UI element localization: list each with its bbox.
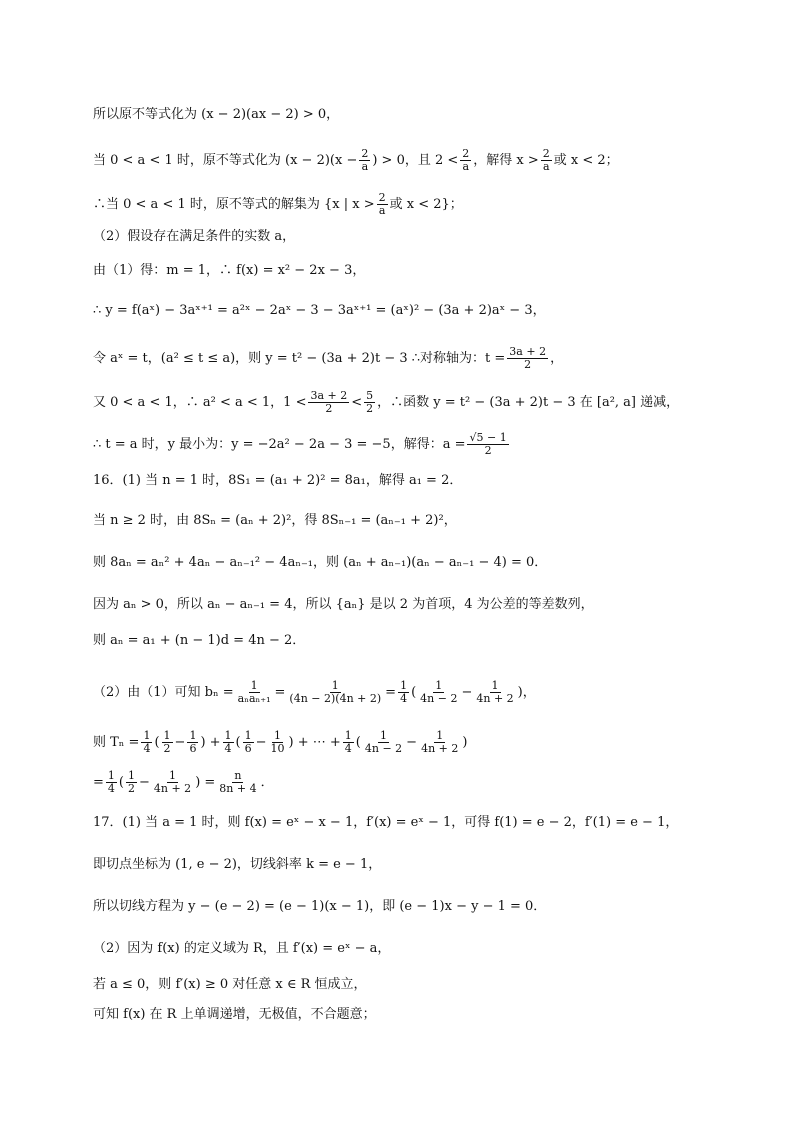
line-15-part-e: −: [461, 684, 473, 700]
line-10-text: 16．(1) 当 n = 1 时，8S₁ = (a₁ + 2)² = 8a₁，解得 a₁ = 2．: [93, 473, 463, 488]
fraction-tn-result: $\frac{n}{8n + 4}$: [219, 769, 257, 795]
line-13-text: 因为 aₙ > 0，所以 aₙ − aₙ₋₁ = 4，所以 {aₙ} 是以 2 为首项，4 为公差的等差数列，: [93, 597, 594, 612]
text-line-17: [93, 770, 753, 795]
fraction-4n-minus-2: $\frac{1}{4n - 2}$: [420, 679, 458, 705]
text-line-6: [93, 302, 753, 320]
line-15-part-a: （2）由（1）可知 bₙ =: [93, 684, 234, 700]
line-16-paren: (: [355, 734, 361, 750]
line-18-text: 17．(1) 当 a = 1 时，则 f(x) = eˣ − x − 1，f′(x) = eˣ − 1，可得 f(1) = e − 2，f′(1) = e − 1，: [93, 815, 679, 830]
line-15-part-b: =: [274, 684, 286, 700]
text-line-21: [93, 940, 753, 958]
line-16-part-a: 则 Tₙ =: [93, 734, 140, 750]
line-16-paren: (: [235, 734, 241, 750]
line-22-text: 若 a ≤ 0，则 f′(x) ≥ 0 对任意 x ∈ R 恒成立，: [93, 977, 367, 992]
line-9-part-a: ∴ t = a 时，y 最小为：y = −2a² − 2a − 3 = −5，解得：a =: [93, 436, 466, 452]
fraction-4n-plus-2: $\frac{1}{4n + 2}$: [153, 769, 192, 795]
fraction-half: $\frac{1}{2}$: [127, 769, 135, 795]
line-17-period: ．: [260, 774, 274, 790]
fraction-sixth: $\frac{1}{6}$: [244, 729, 252, 755]
fraction-five-half: $\frac{5}{2}$: [366, 389, 374, 415]
fraction-answer-a: $\frac{√5 - 1}{2}$: [469, 431, 507, 457]
fraction-symmetry-axis: $\frac{3a + 2}{2}$: [509, 345, 547, 371]
fraction-sixth: $\frac{1}{6}$: [189, 729, 197, 755]
line-2-part-c: ，解得 x >: [473, 152, 539, 168]
line-7-part-a: 令 aˣ = t，(a² ≤ t ≤ a)，则 y = t² − (3a + 2)t − 3 ∴对称轴为：t =: [93, 350, 506, 366]
text-line-9: [93, 432, 753, 457]
line-8-part-a: 又 0 < a < 1，∴ a² < a < 1，1 <: [93, 394, 307, 410]
line-19-text: 即切点坐标为 (1, e − 2)，切线斜率 k = e − 1，: [93, 857, 382, 872]
text-line-11: [93, 512, 753, 530]
text-line-12: [93, 554, 753, 572]
line-17-close-equals: ) =: [195, 774, 216, 790]
text-line-20: [93, 898, 753, 916]
line-6-text: ∴ y = f(aˣ) − 3aˣ⁺¹ = a²ˣ − 2aˣ − 3 − 3aˣ⁺¹ = (aˣ)² − (3a + 2)aˣ − 3，: [93, 303, 546, 318]
fraction-symmetry-axis: $\frac{3a + 2}{2}$: [310, 389, 348, 415]
text-line-22: [93, 976, 753, 994]
line-2-part-a: 当 0 < a < 1 时，原不等式化为 (x − 2)(x −: [93, 152, 358, 168]
line-17-equals: =: [93, 774, 104, 790]
line-16-ellipsis: ) + ⋯ +: [288, 734, 341, 750]
fraction-quarter: $\frac{1}{4}$: [143, 729, 151, 755]
line-3-part-b: 或 x < 2}；: [389, 196, 463, 212]
text-line-2: [93, 148, 753, 173]
text-line-8: [93, 390, 753, 415]
line-7-part-b: ，: [550, 350, 564, 366]
fraction-tenth: $\frac{1}{10}$: [270, 729, 285, 755]
line-16-minus: −: [174, 734, 186, 750]
fraction-quarter: $\frac{1}{4}$: [344, 729, 352, 755]
text-line-23: [93, 1006, 753, 1024]
text-line-4: [93, 228, 753, 246]
text-line-7: [93, 346, 753, 371]
text-line-3: [93, 192, 753, 217]
text-line-10: [93, 472, 753, 490]
fraction-4n-plus-2: $\frac{1}{4n + 2}$: [421, 729, 459, 755]
fraction-two-over-a: $\frac{2}{a}$: [462, 147, 470, 173]
line-23-text: 可知 f(x) 在 R 上单调递增，无极值，不合题意；: [93, 1007, 376, 1022]
fraction-4n-plus-2: $\frac{1}{4n + 2}$: [476, 679, 514, 705]
line-5-text: 由（1）得：m = 1，∴ f(x) = x² − 2x − 3，: [93, 263, 366, 278]
line-16-close-plus: ) +: [200, 734, 221, 750]
line-16-close: ): [462, 734, 468, 750]
line-15-part-c: =: [385, 684, 397, 700]
fraction-bn: $\frac{1}{\text{aₙaₙ₊₁}}$: [237, 679, 271, 705]
line-12-text: 则 8aₙ = aₙ² + 4aₙ − aₙ₋₁² − 4aₙ₋₁，则 (aₙ + aₙ₋₁)(aₙ − aₙ₋₁ − 4) = 0．: [93, 555, 548, 570]
fraction-two-over-a: $\frac{2}{a}$: [378, 191, 386, 217]
line-16-paren: (: [154, 734, 160, 750]
line-16-minus: −: [255, 734, 267, 750]
line-2-part-d: 或 x < 2；: [553, 152, 619, 168]
fraction-two-over-a: $\frac{2}{a}$: [542, 147, 550, 173]
text-line-15: [93, 680, 753, 705]
line-17-minus: −: [138, 774, 150, 790]
text-line-18: [93, 814, 753, 832]
text-line-13: [93, 596, 753, 614]
fraction-quarter: $\frac{1}{4}$: [107, 769, 115, 795]
fraction-4n-minus-2: $\frac{1}{4n - 2}$: [364, 729, 403, 755]
line-20-text: 所以切线方程为 y − (e − 2) = (e − 1)(x − 1)，即 (e − 1)x − y − 1 = 0．: [93, 899, 547, 914]
line-15-part-d: (: [411, 684, 417, 700]
text-line-1: [93, 106, 753, 124]
line-2-part-b: ) > 0，且 2 <: [372, 152, 459, 168]
text-line-5: [93, 262, 753, 280]
fraction-half: $\frac{1}{2}$: [163, 729, 171, 755]
fraction-quarter: $\frac{1}{4}$: [400, 679, 408, 705]
line-16-minus: −: [406, 734, 418, 750]
line-3-part-a: ∴当 0 < a < 1 时，原不等式的解集为 {x | x >: [93, 196, 375, 212]
text-line-19: [93, 856, 753, 874]
line-14-text: 则 aₙ = a₁ + (n − 1)d = 4n − 2．: [93, 633, 306, 648]
line-8-part-b: <: [351, 394, 363, 410]
line-21-text: （2）因为 f(x) 的定义域为 R，且 f′(x) = eˣ − a，: [93, 941, 391, 956]
line-11-text: 当 n ≥ 2 时，由 8Sₙ = (aₙ + 2)²，得 8Sₙ₋₁ = (aₙ₋₁ + 2)²，: [93, 513, 457, 528]
line-4-text: （2）假设存在满足条件的实数 a，: [93, 229, 296, 244]
fraction-bn-expanded: $\frac{1}{(4n - 2)(4n + 2)}$: [289, 679, 382, 705]
line-15-part-f: )，: [517, 684, 536, 700]
fraction-two-over-a: $\frac{2}{a}$: [361, 147, 369, 173]
line-17-paren: (: [118, 774, 124, 790]
fraction-quarter: $\frac{1}{4}$: [224, 729, 232, 755]
line-8-part-c: ，∴函数 y = t² − (3a + 2)t − 3 在 [a², a] 递减，: [377, 394, 680, 410]
line-1-text: 所以原不等式化为 (x − 2)(ax − 2) > 0，: [93, 107, 340, 122]
text-line-16: [93, 730, 753, 755]
text-line-14: [93, 632, 753, 650]
